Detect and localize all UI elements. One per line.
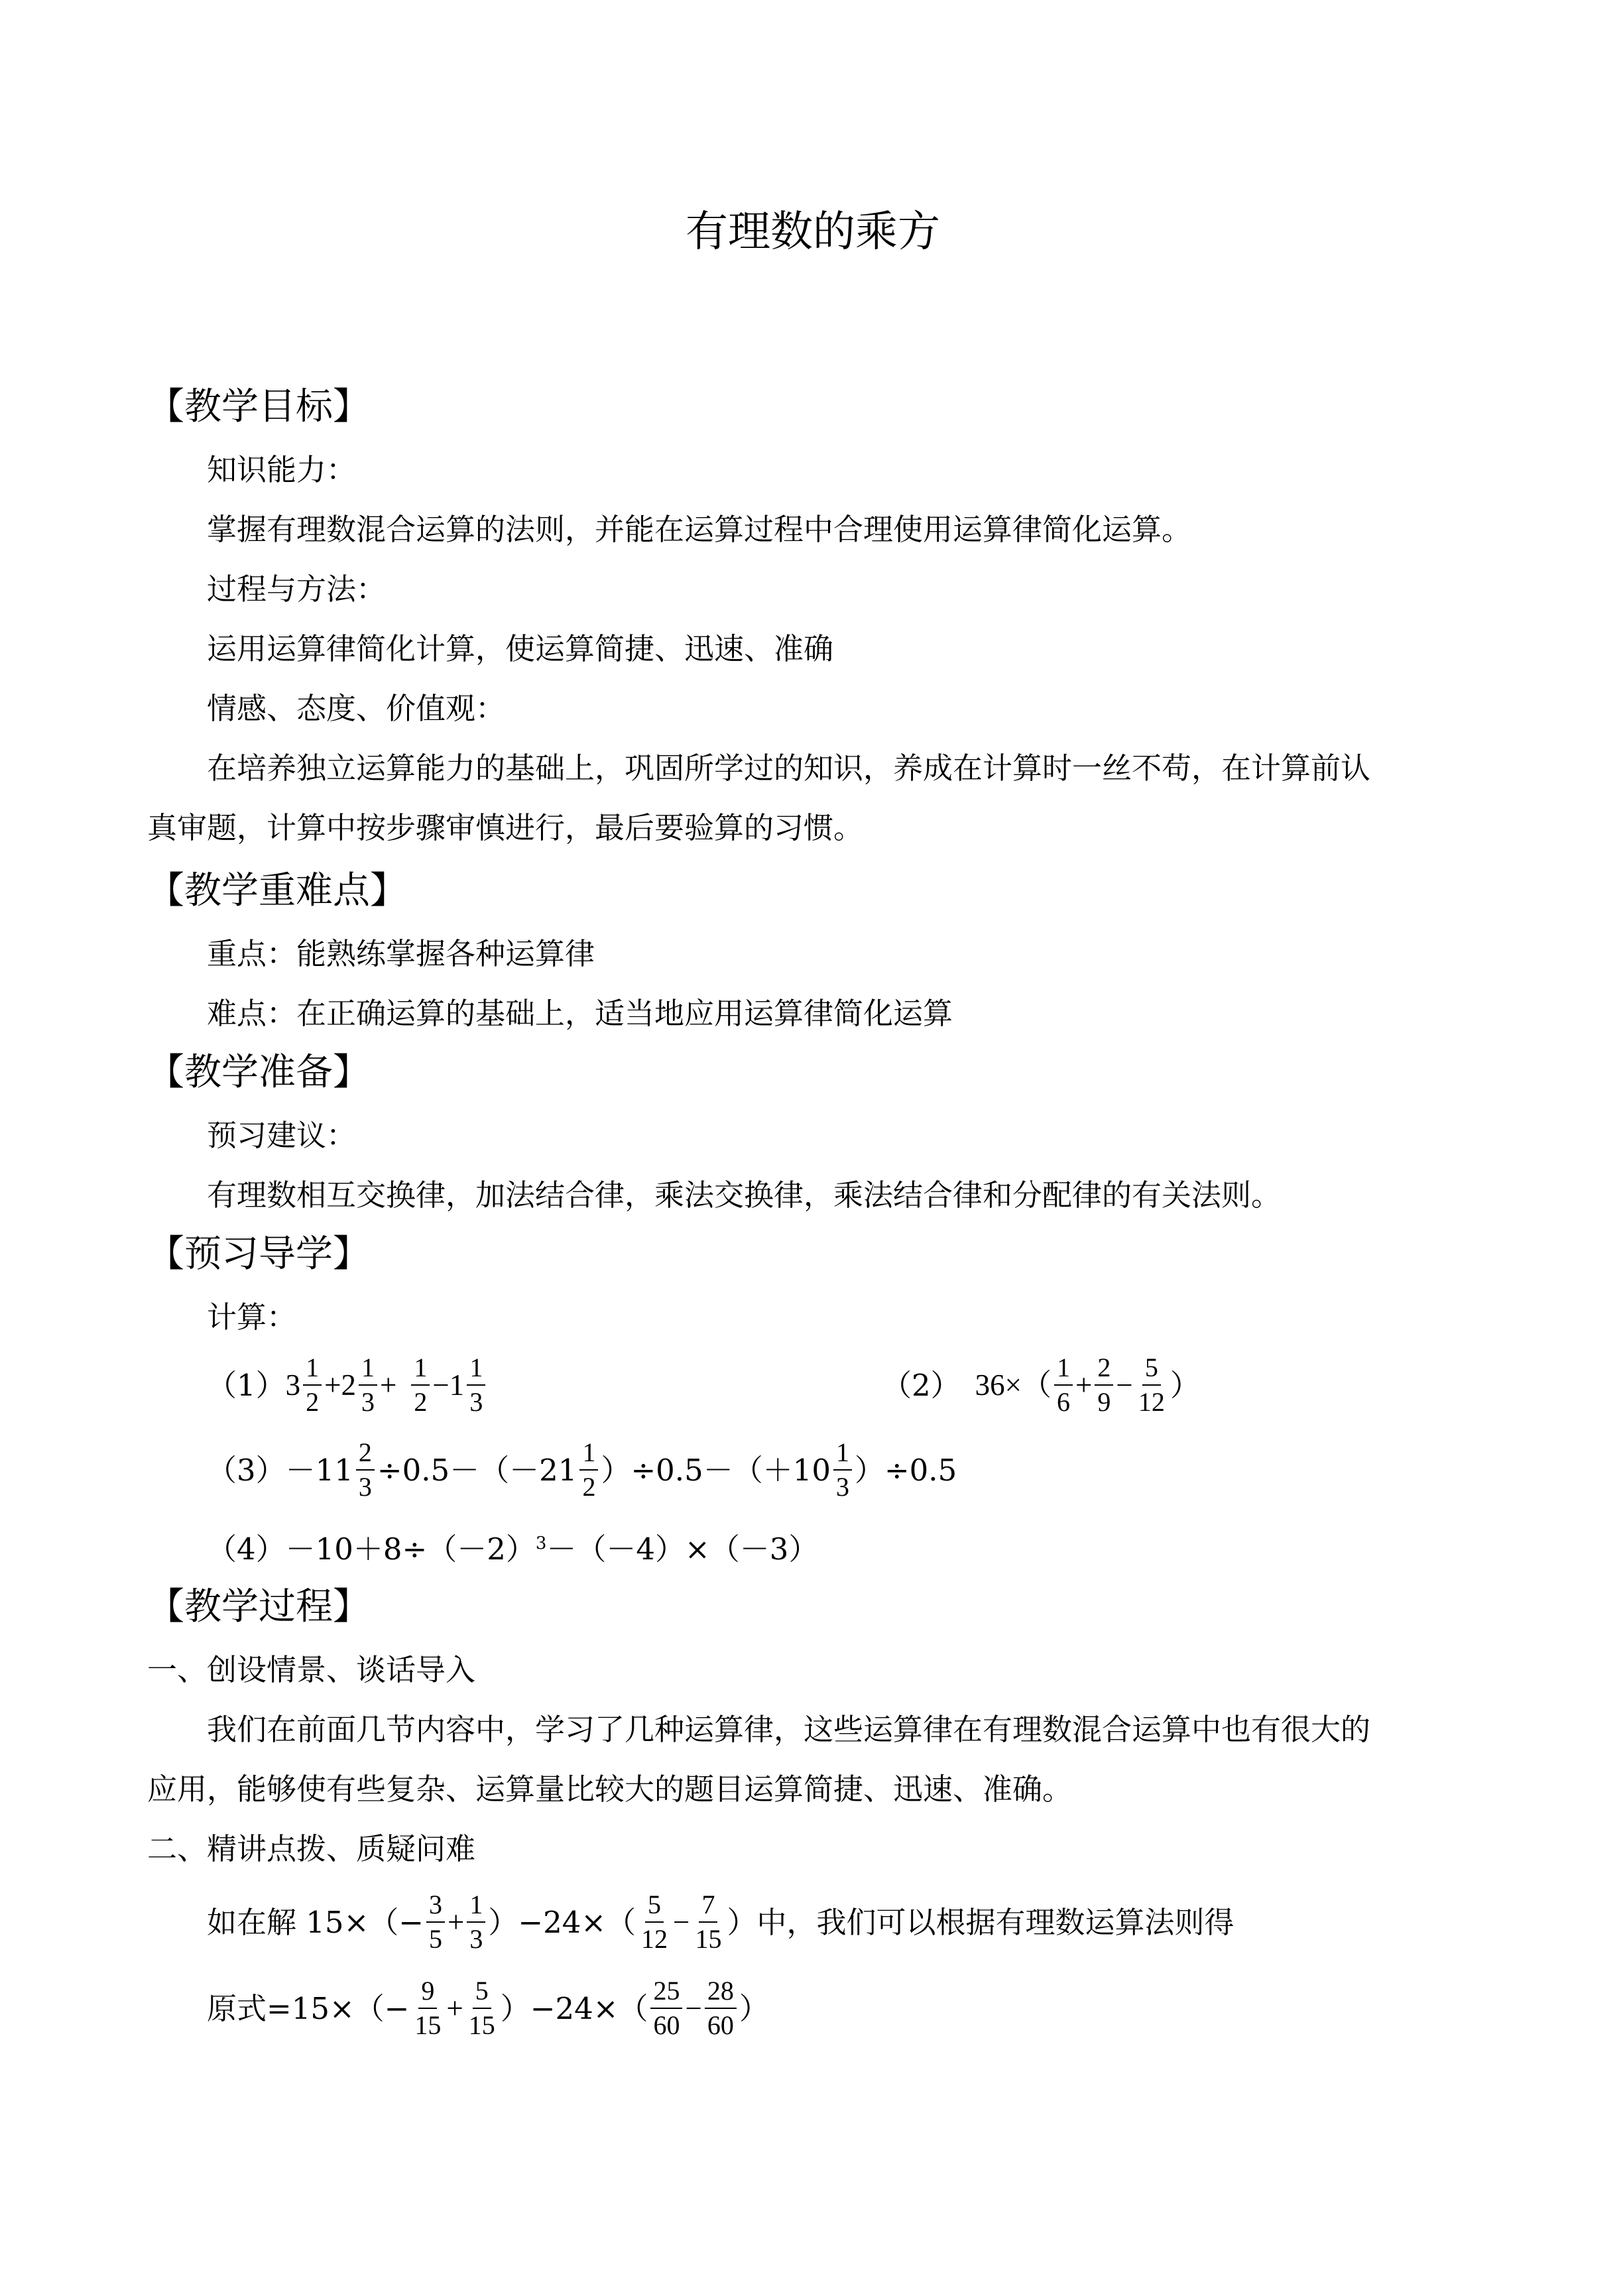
original-part-a: 原式=15×（− [207,1990,410,2026]
example-part-a: 如在解 15×（− [207,1904,424,1940]
step-1-text-line-1: 我们在前面几节内容中，学习了几种运算律，这些运算律在有理数混合运算中也有很大的 [207,1712,1371,1747]
example-fraction-1: $\frac{3}{5}$ [426,1891,445,1953]
example-op-1: + [447,1905,465,1939]
problem-3 [207,1439,957,1501]
problem-3-part-d: ）÷0.5 [854,1452,957,1488]
example-part-b: ）−24×（ [488,1904,636,1940]
step-2-heading: 二、精讲点拨、质疑问难 [147,1831,476,1866]
problem-1-whole-1: 3 [285,1368,301,1402]
problem-3-index: （3） [207,1452,286,1488]
method-label: 过程与方法： [207,572,387,607]
problem-4 [207,1532,819,1567]
preparation-text: 有理数相互交换律，加法结合律，乘法交换律，乘法结合律和分配律的有关法则。 [207,1178,1282,1213]
key-point: 重点：能熟练掌握各种运算律 [207,936,595,971]
original-expression [207,1977,769,2039]
knowledge-text: 掌握有理数混合运算的法则，并能在运算过程中合理使用运算律简化运算。 [207,512,1192,547]
example-fraction-4: $\frac{7}{15}$ [695,1890,722,1954]
example-op-2: − [673,1905,690,1939]
original-op-1: + [446,1991,463,2025]
problem-1-op-1: +2 [324,1368,357,1402]
attitude-label: 情感、态度、价值观： [207,691,506,726]
problem-2-close: ） [1170,1367,1200,1403]
problem-1 [207,1354,488,1416]
section-heading-goals: 【教学目标】 [147,385,370,428]
preparation-label: 预习建议： [207,1118,357,1153]
problem-2-fraction-2: $\frac{2}{9}$ [1095,1354,1113,1416]
problem-2-lead: 36×（ [975,1368,1052,1402]
problem-3-part-c: ）÷0.5－（＋10 [601,1452,831,1488]
problem-1-index: （1） [207,1367,286,1403]
step-1-text-line-2: 应用，能够使有些复杂、运算量比较大的题目运算简捷、迅速、准确。 [147,1772,1073,1807]
problem-3-fraction-1: $\frac{2}{3}$ [356,1439,375,1501]
problem-2-fraction-1: $\frac{1}{6}$ [1054,1354,1073,1416]
problem-1-op-2: + [380,1368,397,1402]
example-fraction-3: $\frac{5}{12}$ [641,1890,668,1954]
problem-4-part-a: －10＋8÷（－2） [285,1532,536,1567]
original-fraction-4: $\frac{28}{60}$ [705,1977,737,2039]
section-heading-preview: 【预习导学】 [147,1233,370,1276]
problem-3-part-a: －11 [285,1452,353,1488]
problem-4-index: （4） [207,1532,286,1567]
section-heading-process: 【教学过程】 [147,1585,370,1628]
example-expression [207,1891,1234,1953]
knowledge-label: 知识能力： [207,452,357,487]
example-fraction-2: $\frac{1}{3}$ [467,1891,485,1953]
problem-1-fraction-1: $\frac{1}{2}$ [303,1354,322,1416]
problem-1-fraction-4: $\frac{1}{3}$ [467,1354,485,1416]
problem-2-fraction-3: $\frac{5}{12}$ [1138,1353,1165,1417]
method-text: 运用运算律简化计算，使运算简捷、迅速、准确 [207,631,834,666]
example-part-c: ）中，我们可以根据有理数运算法则得 [727,1904,1234,1940]
problem-4-part-b: －（－4）×（－3） [546,1532,819,1567]
original-fraction-2: $\frac{5}{15}$ [468,1976,495,2040]
attitude-text-line-2: 真审题，计算中按步骤审慎进行，最后要验算的习惯。 [147,810,864,845]
problem-1-fraction-3: $\frac{1}{2}$ [411,1354,430,1416]
attitude-text-line-1: 在培养独立运算能力的基础上，巩固所学过的知识，养成在计算时一丝不苟，在计算前认 [207,751,1371,786]
problem-2-op-1: + [1075,1368,1093,1402]
problem-3-fraction-2: $\frac{1}{2}$ [579,1439,598,1501]
problem-2 [882,1354,1200,1416]
problem-2-index: （2） [882,1367,961,1403]
original-part-b: ）−24×（ [500,1990,648,2026]
problem-4-exponent: 3 [535,1534,547,1553]
original-fraction-3: $\frac{25}{60}$ [650,1977,682,2039]
section-heading-key-points: 【教学重难点】 [147,869,407,912]
problem-2-op-2: − [1116,1368,1133,1402]
problem-3-part-b: ÷0.5－（－21 [377,1452,577,1488]
original-op-2: − [685,1991,702,2025]
preview-label: 计算： [207,1299,297,1335]
original-part-c: ） [739,1990,769,2026]
problem-1-fraction-2: $\frac{1}{3}$ [359,1354,377,1416]
step-1-heading: 一、创设情景、谈话导入 [147,1652,476,1687]
problem-3-fraction-3: $\frac{1}{3}$ [833,1439,852,1501]
section-heading-preparation: 【教学准备】 [147,1051,370,1094]
page-title: 有理数的乘方 [686,208,940,257]
problem-1-op-3: −1 [432,1368,465,1402]
original-fraction-1: $\frac{9}{15}$ [414,1976,442,2040]
difficult-point: 难点：在正确运算的基础上，适当地应用运算律简化运算 [207,996,953,1031]
